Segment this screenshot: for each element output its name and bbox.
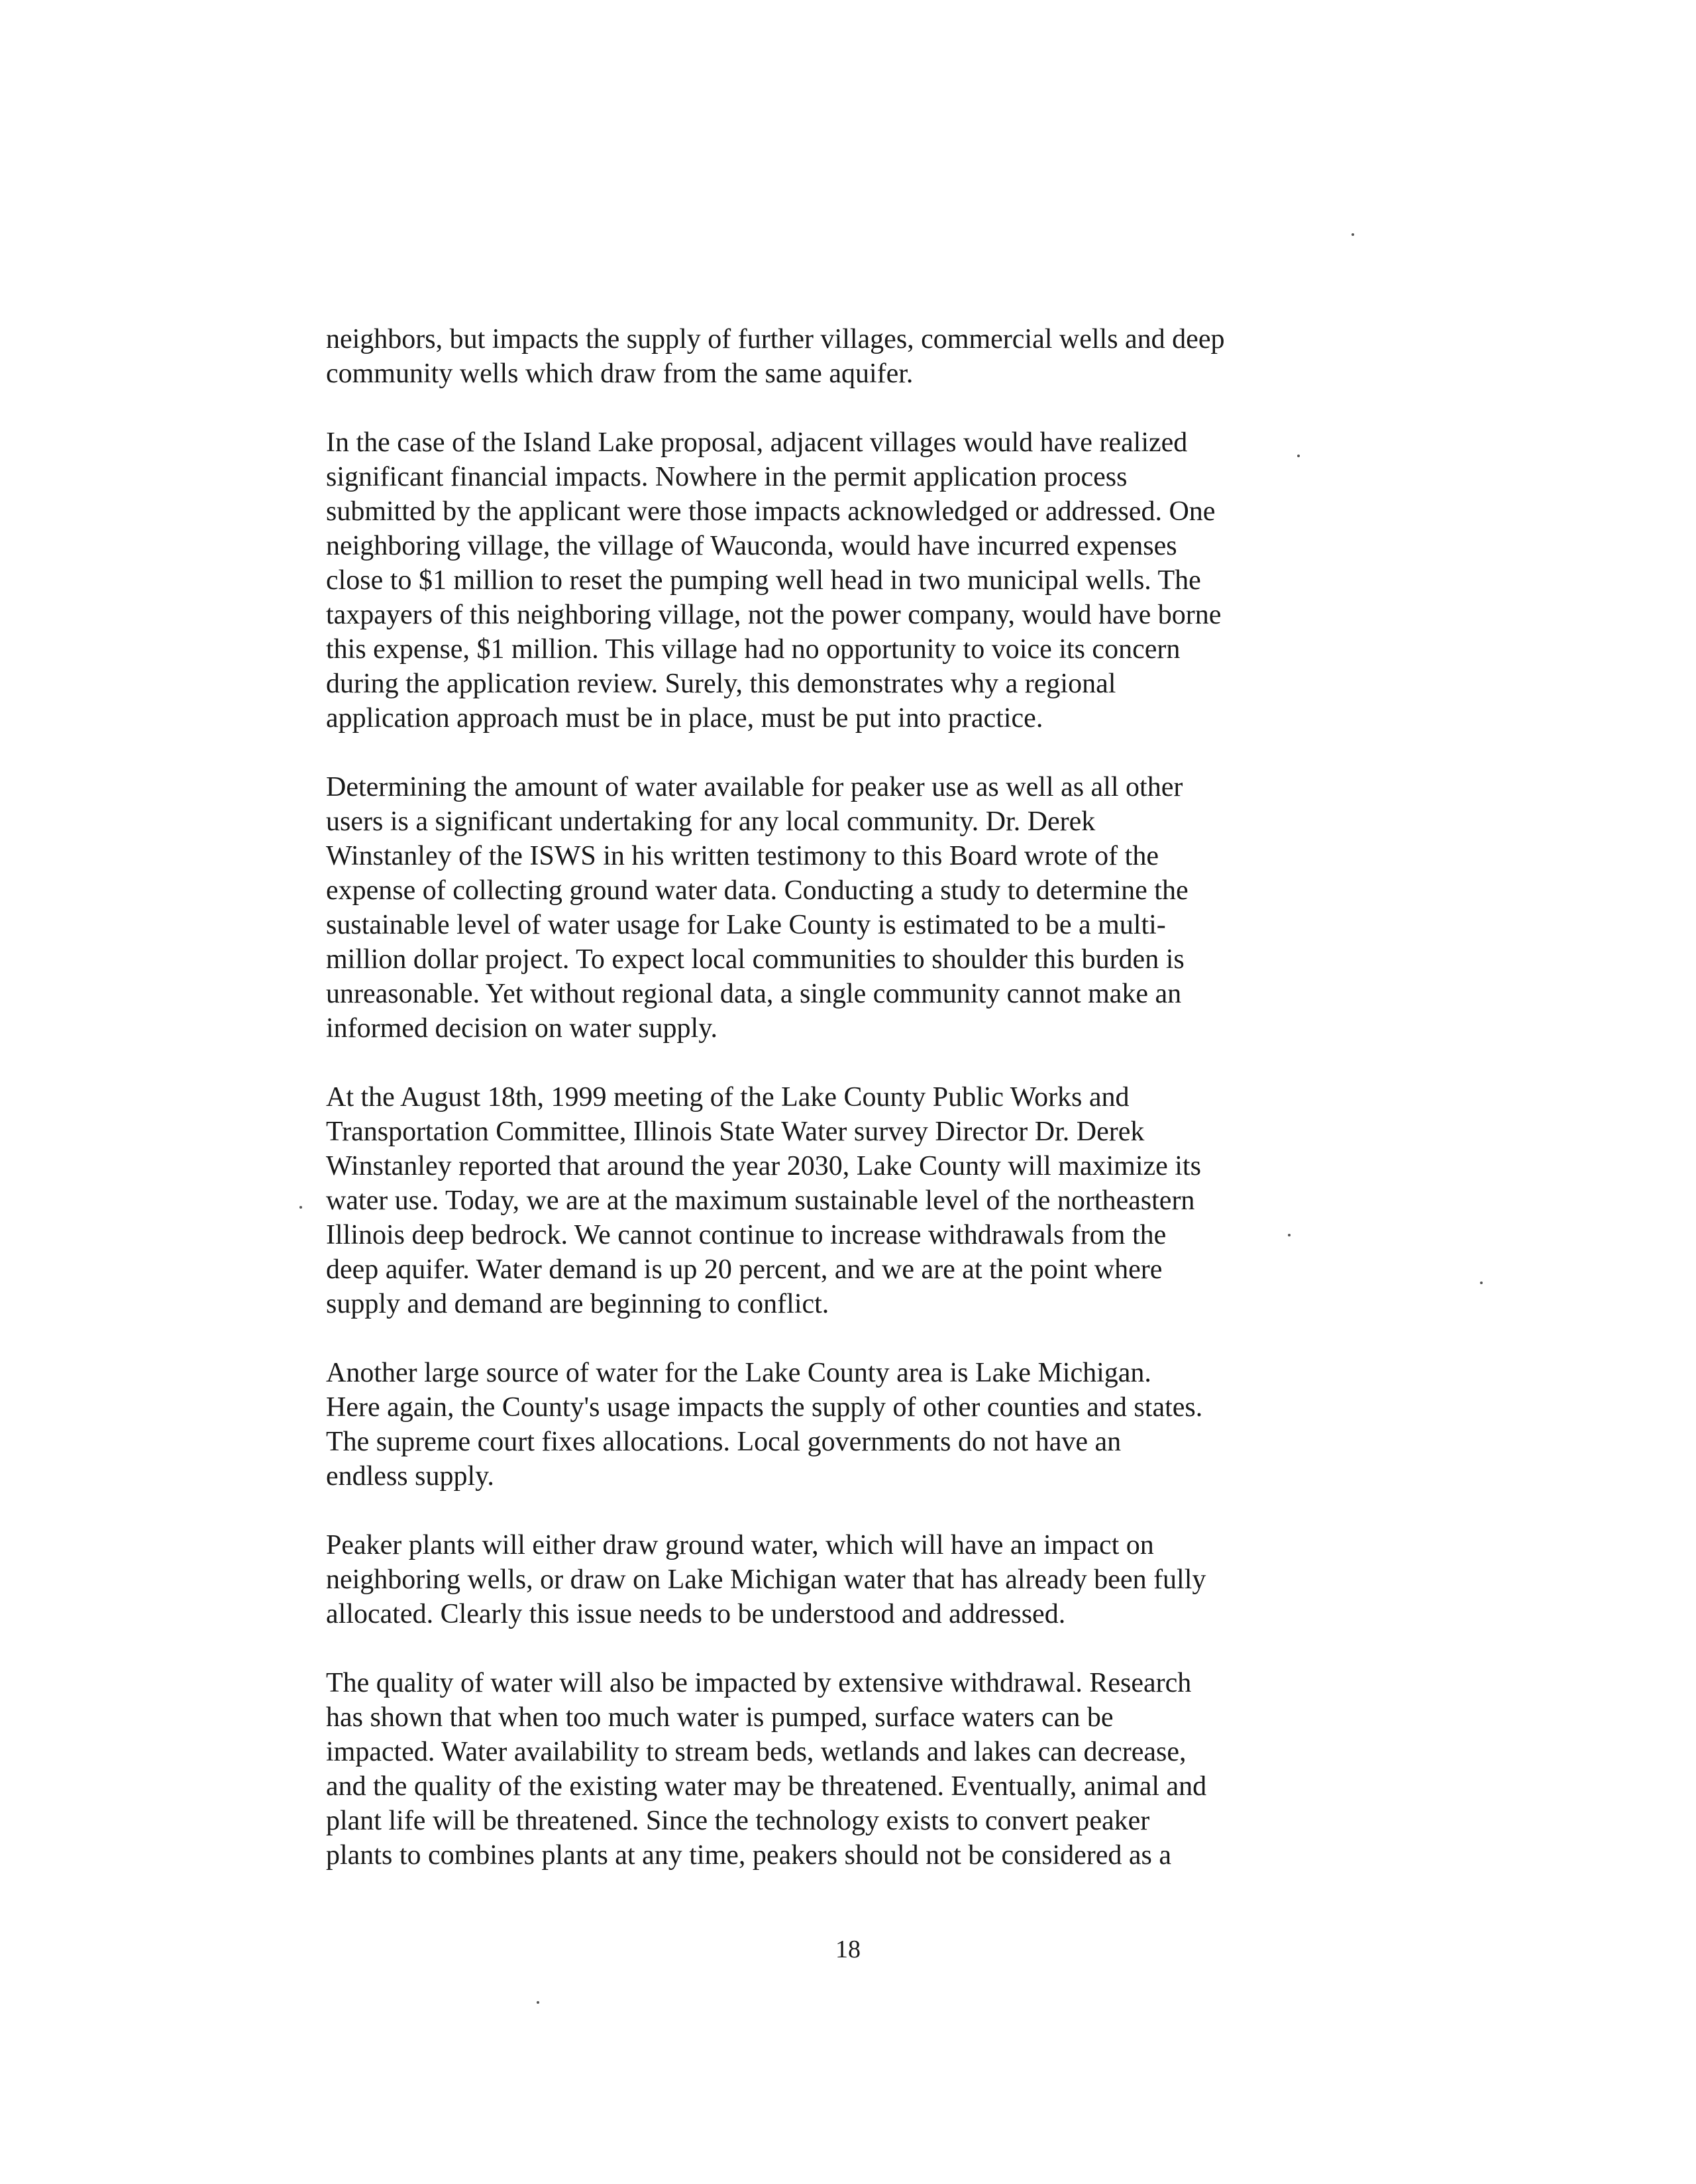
text-line: Illinois deep bedrock. We cannot continue to increase withdrawals from the bbox=[326, 1220, 1167, 1250]
text-line: informed decision on water supply. bbox=[326, 1013, 717, 1044]
page-number: 18 bbox=[835, 1936, 861, 1963]
text-line: allocated. Clearly this issue needs to be understood and addressed. bbox=[326, 1599, 1066, 1629]
text-line: has shown that when too much water is pumped, surface waters can be bbox=[326, 1702, 1114, 1733]
text-line: Winstanley of the ISWS in his written testimony to this Board wrote of the bbox=[326, 841, 1159, 871]
scan-speck bbox=[1297, 455, 1300, 457]
text-line: application approach must be in place, must be put into practice. bbox=[326, 703, 1043, 734]
paragraph-7 bbox=[326, 1666, 1306, 1873]
text-line: supply and demand are beginning to conflict. bbox=[326, 1289, 829, 1319]
text-line: Transportation Committee, Illinois State Water survey Director Dr. Derek bbox=[326, 1117, 1145, 1147]
paragraph-5 bbox=[326, 1356, 1306, 1494]
text-line: neighbors, but impacts the supply of further villages, commercial wells and deep bbox=[326, 324, 1225, 355]
text-line: sustainable level of water usage for Lake County is estimated to be a multi- bbox=[326, 910, 1166, 940]
scan-speck bbox=[537, 2001, 539, 2004]
text-line: deep aquifer. Water demand is up 20 percent, and we are at the point where bbox=[326, 1254, 1163, 1285]
text-line: The quality of water will also be impacted by extensive withdrawal. Research bbox=[326, 1668, 1192, 1698]
text-line: impacted. Water availability to stream beds, wetlands and lakes can decrease, bbox=[326, 1737, 1187, 1767]
text-line: plant life will be threatened. Since the technology exists to convert peaker bbox=[326, 1806, 1150, 1836]
text-line: community wells which draw from the same aquifer. bbox=[326, 358, 914, 389]
text-line: At the August 18th, 1999 meeting of the Lake County Public Works and bbox=[326, 1082, 1130, 1113]
text-line: plants to combines plants at any time, peakers should not be considered as a bbox=[326, 1840, 1172, 1871]
paragraph-3 bbox=[326, 770, 1306, 1046]
text-line: Determining the amount of water available for peaker use as well as all other bbox=[326, 772, 1183, 802]
text-line: expense of collecting ground water data. Conducting a study to determine the bbox=[326, 875, 1189, 906]
paragraph-2 bbox=[326, 425, 1306, 736]
scan-speck bbox=[299, 1206, 302, 1209]
text-line: during the application review. Surely, this demonstrates why a regional bbox=[326, 669, 1116, 699]
paragraph-1 bbox=[326, 322, 1306, 391]
text-line: close to $1 million to reset the pumping well head in two municipal wells. The bbox=[326, 565, 1201, 596]
text-line: this expense, $1 million. This village had no opportunity to voice its concern bbox=[326, 634, 1181, 665]
scan-speck bbox=[1352, 233, 1354, 236]
scan-speck bbox=[1288, 1234, 1291, 1236]
text-line: In the case of the Island Lake proposal, adjacent villages would have realized bbox=[326, 427, 1188, 458]
text-line: users is a significant undertaking for any local community. Dr. Derek bbox=[326, 806, 1096, 837]
text-line: Winstanley reported that around the year 2030, Lake County will maximize its bbox=[326, 1151, 1201, 1181]
text-line: taxpayers of this neighboring village, not the power company, would have borne bbox=[326, 600, 1222, 630]
paragraph-6 bbox=[326, 1528, 1306, 1631]
text-line: Peaker plants will either draw ground water, which will have an impact on bbox=[326, 1530, 1154, 1560]
text-line: endless supply. bbox=[326, 1461, 494, 1492]
body-text bbox=[326, 322, 1306, 1907]
text-line: significant financial impacts. Nowhere in the permit application process bbox=[326, 462, 1128, 492]
text-line: million dollar project. To expect local communities to shoulder this burden is bbox=[326, 944, 1185, 975]
text-line: neighboring wells, or draw on Lake Michigan water that has already been fully bbox=[326, 1564, 1206, 1595]
text-line: Here again, the County's usage impacts the supply of other counties and states. bbox=[326, 1392, 1203, 1423]
text-line: submitted by the applicant were those impacts acknowledged or addressed. One bbox=[326, 496, 1216, 527]
paragraph-4 bbox=[326, 1080, 1306, 1321]
text-line: The supreme court fixes allocations. Local governments do not have an bbox=[326, 1427, 1122, 1457]
text-line: Another large source of water for the Lake County area is Lake Michigan. bbox=[326, 1358, 1151, 1388]
text-line: unreasonable. Yet without regional data, a single community cannot make an bbox=[326, 979, 1182, 1009]
text-line: neighboring village, the village of Wauconda, would have incurred expenses bbox=[326, 531, 1177, 561]
scan-speck bbox=[1480, 1282, 1483, 1284]
text-line: water use. Today, we are at the maximum sustainable level of the northeastern bbox=[326, 1185, 1195, 1216]
text-line: and the quality of the existing water may be threatened. Eventually, animal and bbox=[326, 1771, 1207, 1802]
